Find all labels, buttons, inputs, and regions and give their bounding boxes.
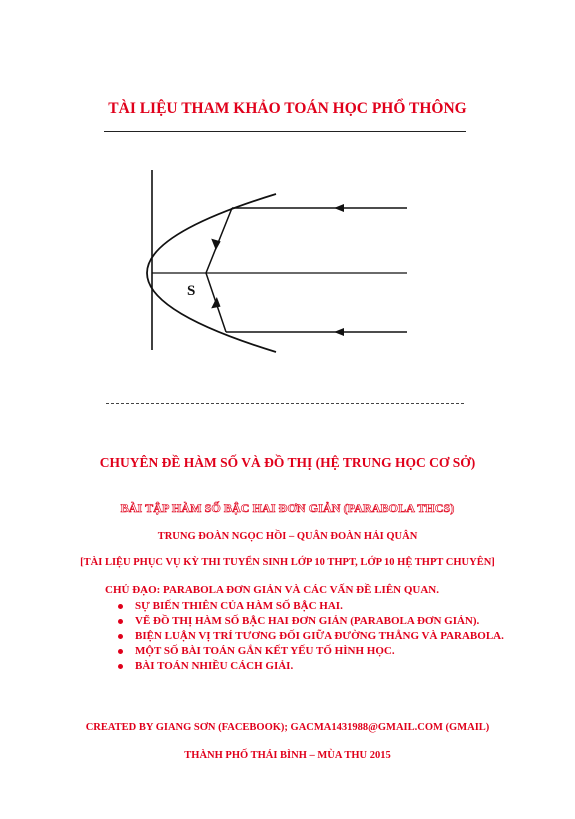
place-date-line: THÀNH PHỐ THÁI BÌNH – MÙA THU 2015 — [184, 750, 391, 761]
list-item: VẼ ĐỒ THỊ HÀM SỐ BẬC HAI ĐƠN GIẢN (PARABOLA ĐƠN GIẢN). — [118, 614, 504, 629]
focus-label: S — [187, 283, 196, 299]
list-item: SỰ BIẾN THIÊN CỦA HÀM SỐ BẬC HAI. — [118, 599, 504, 614]
purpose-line: [TÀI LIỆU PHỤC VỤ KỲ THI TUYỂN SINH LỚP 10 THPT, LỚP 10 HỆ THPT CHUYÊN] — [80, 557, 495, 568]
main-heading: CHỦ ĐẠO: PARABOLA ĐƠN GIẢN VÀ CÁC VẤN ĐỀ LIÊN QUAN. — [105, 584, 439, 596]
title-underline — [104, 131, 466, 132]
topic-heading: CHUYÊN ĐỀ HÀM SỐ VÀ ĐỒ THỊ (HỆ TRUNG HỌC CƠ SỞ) — [99, 455, 476, 470]
bullet-icon — [118, 619, 123, 624]
document-title: TÀI LIỆU THAM KHẢO TOÁN HỌC PHỔ THÔNG — [108, 100, 467, 117]
bullet-icon — [118, 664, 123, 669]
figure-divider — [106, 403, 464, 404]
arrow-icon — [334, 328, 344, 336]
arrow-icon — [334, 204, 344, 212]
credit-line: CREATED BY GIANG SƠN (FACEBOOK); GACMA1431988@GMAIL.COM (GMAIL) — [85, 722, 490, 733]
authors-line: TRUNG ĐOÀN NGỌC HỒI – QUÂN ĐOÀN HẢI QUÂN — [157, 531, 418, 542]
list-item: BÀI TOÁN NHIỀU CÁCH GIẢI. — [118, 659, 504, 674]
list-item: BIỆN LUẬN VỊ TRÍ TƯƠNG ĐỐI GIỮA ĐƯỜNG THẲNG VÀ PARABOLA. — [118, 629, 504, 644]
outlined-subtitle: BÀI TẬP HÀM SỐ BẬC HAI ĐƠN GIẢN (PARABOLA THCS) — [120, 501, 455, 515]
bullet-icon — [118, 649, 123, 654]
bullet-icon — [118, 604, 123, 609]
arrow-icon — [211, 297, 222, 310]
parabola-reflector-figure — [120, 160, 440, 360]
bullet-icon — [118, 634, 123, 639]
list-item: MỘT SỐ BÀI TOÁN GẮN KẾT YẾU TỐ HÌNH HỌC. — [118, 644, 504, 659]
bullet-list — [118, 599, 504, 674]
